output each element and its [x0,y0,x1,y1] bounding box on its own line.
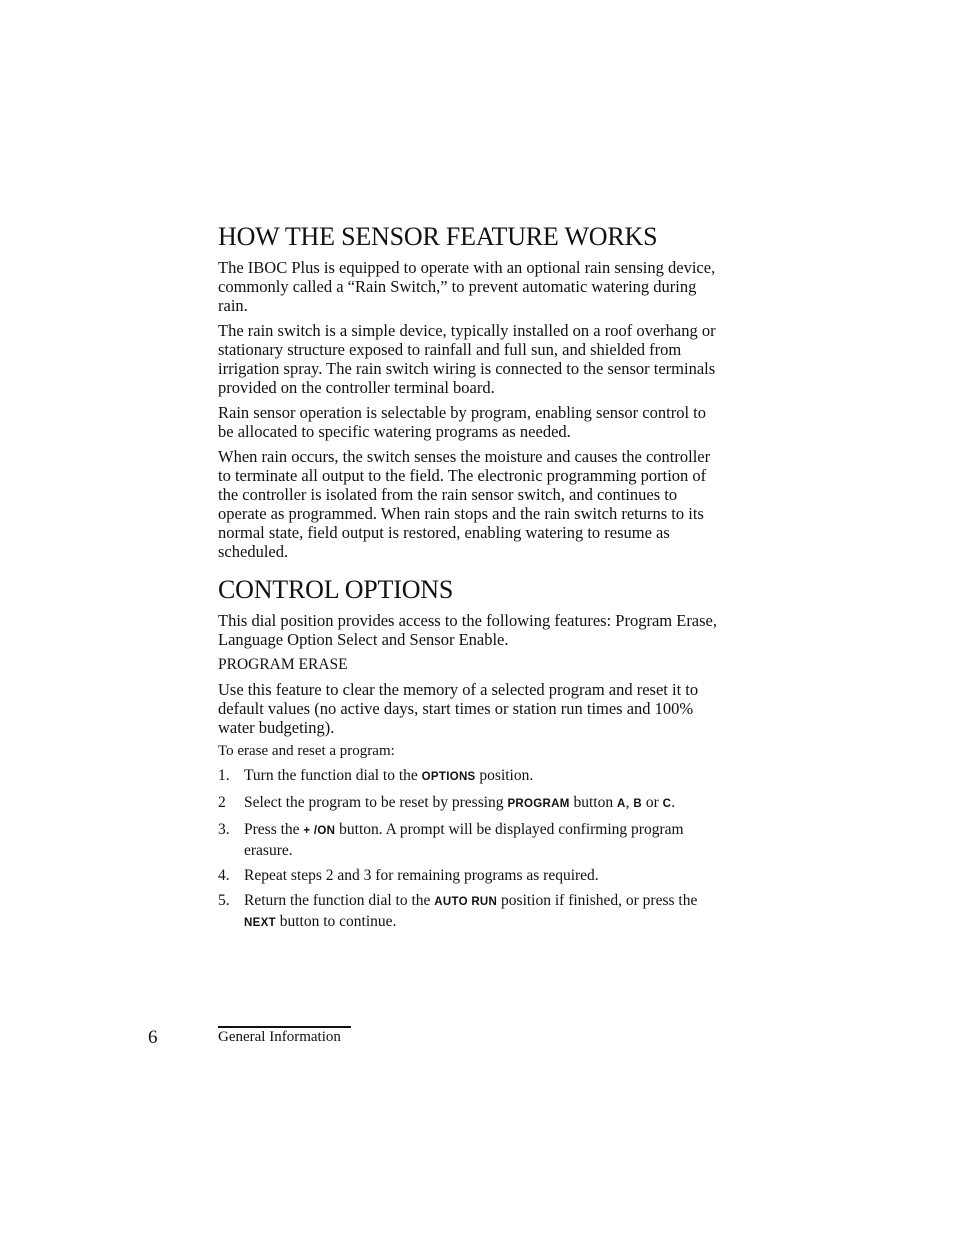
section-title-sensor: HOW THE SENSOR FEATURE WORKS [218,222,658,251]
step-text: position if finished, or press the [497,892,698,909]
step-number: 5. [218,892,230,909]
intro-paragraph: This dial position provides access to the following features: Program Erase, Language Option Select and Sensor Enable. [218,611,718,649]
paragraph: The IBOC Plus is equipped to operate with an optional rain sensing device, commonly called a “Rain Switch,” to prevent automatic watering during rain. [218,258,716,315]
subheading-program-erase: PROGRAM ERASE [218,656,348,673]
paragraph: Rain sensor operation is selectable by program, enabling sensor control to be allocated to specific watering programs as needed. [218,403,706,441]
step-text: button [569,794,617,811]
page-content [218,222,718,939]
footer-section-label: General Information [218,1029,341,1045]
step-text: Repeat steps 2 and 3 for remaining programs as required. [244,867,599,884]
section-title-control-options: CONTROL OPTIONS [218,575,454,604]
key-label: AUTO RUN [434,896,498,908]
step-item [218,793,718,814]
step-number: 1. [218,767,230,784]
step-item [218,891,718,933]
steps-intro: To erase and reset a program: [218,743,395,759]
step-item [218,766,718,787]
key-label: NEXT [244,917,276,929]
step-text: Turn the function dial to the [244,767,422,784]
key-label: PROGRAM [507,798,570,810]
description-paragraph: Use this feature to clear the memory of a selected program and reset it to default values (no active days, start times or station run times and 100% water budgeting). [218,680,699,737]
paragraph: When rain occurs, the switch senses the moisture and causes the controller to terminate all output to the field. The electronic programming portion of the controller is isolated from the rain sensor switch, and continues to operate as programmed. When rain stops and the rain switch returns to its normal state, field output is restored, enabling watering to resume as scheduled. [218,447,711,561]
step-text: or [641,794,663,811]
steps-list [218,766,718,933]
step-text: , [625,794,634,811]
step-text: position. [475,767,534,784]
key-label: C [662,798,672,810]
page-number: 6 [148,1027,158,1048]
step-number: 4. [218,867,230,884]
paragraph: The rain switch is a simple device, typically installed on a roof overhang or stationary structure exposed to rainfall and full sun, and shielded from irrigation spray. The rain switch wiring is connected to the sensor terminals provided on the controller terminal board. [218,321,716,397]
step-number: 3. [218,821,230,838]
key-label: + /ON [303,825,336,837]
step-text: button. A prompt will be displayed confirming program erasure. [244,821,684,859]
step-text: button to continue. [275,913,397,930]
step-text: Return the function dial to the [244,892,435,909]
key-label: B [633,798,642,810]
step-number: 2 [218,794,226,811]
footer-rule [218,1026,351,1028]
step-item [218,866,718,885]
step-text: . [671,794,676,811]
step-text: Select the program to be reset by pressing [244,794,508,811]
key-label: A [616,798,626,810]
step-item [218,820,718,860]
key-label: OPTIONS [421,771,476,783]
step-text: Press the [244,821,304,838]
